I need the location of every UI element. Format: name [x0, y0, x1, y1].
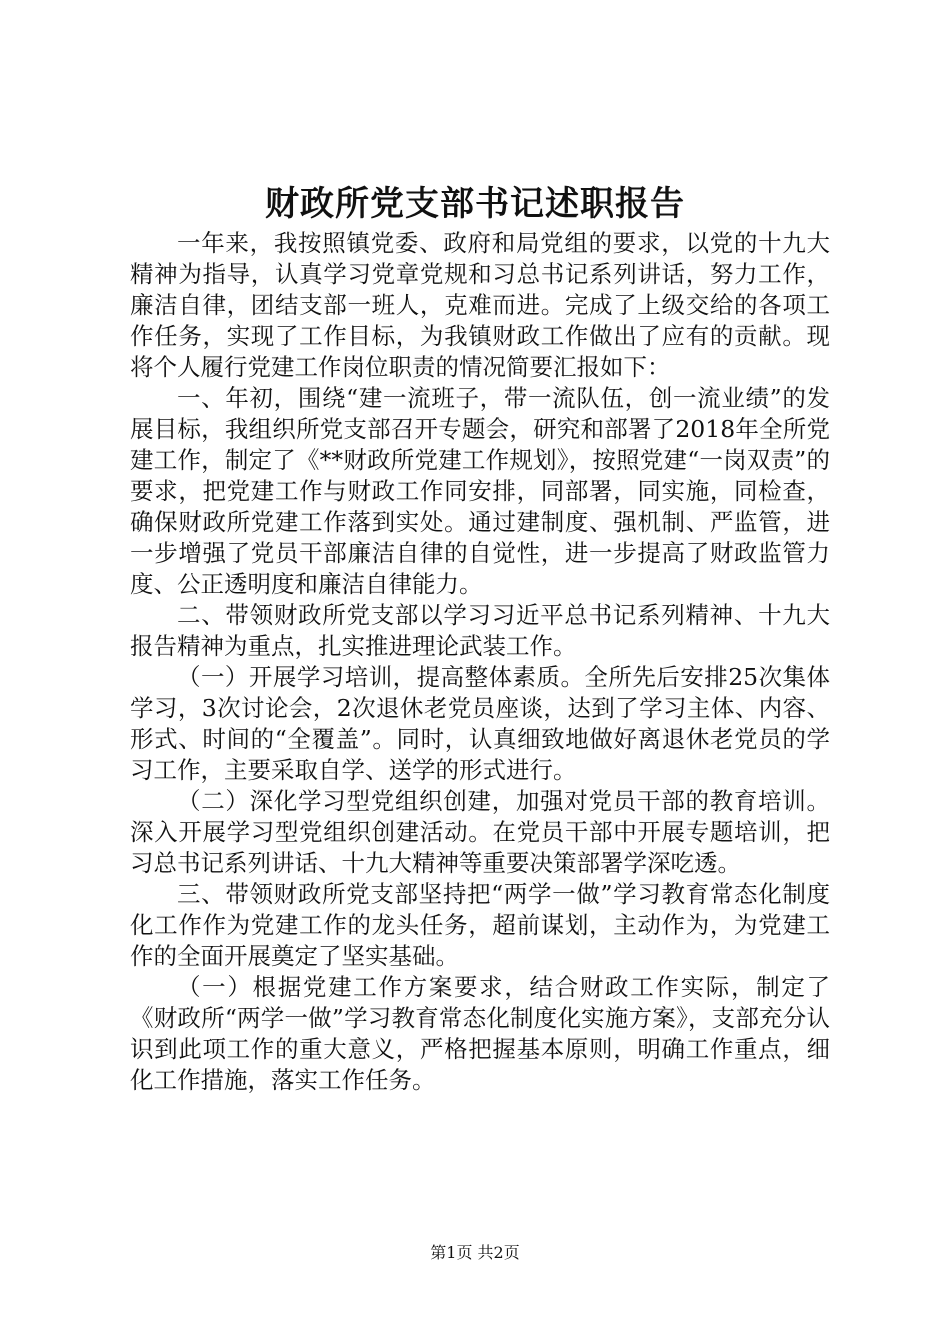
paragraph: （二）深化学习型党组织创建，加强对党员干部的教育培训。深入开展学习型党组织创建活动。在党员干部中开展专题培训，把习总书记系列讲话、十九大精神等重要决策部署学深吃透。	[130, 787, 830, 877]
page-footer: 第1页 共2页	[430, 1243, 520, 1262]
paragraph: 三、带领财政所党支部坚持把“两学一做”学习教育常态化制度化工作作为党建工作的龙头任务，超前谋划，主动作为，为党建工作的全面开展奠定了坚实基础。	[130, 880, 830, 970]
paragraph: 二、带领财政所党支部以学习习近平总书记系列精神、十九大报告精神为重点，扎实推进理论武装工作。	[130, 601, 830, 660]
document-body	[130, 228, 830, 1096]
paragraph: （一）根据党建工作方案要求，结合财政工作实际，制定了《财政所“两学一做”学习教育常态化制度化实施方案》，支部充分认识到此项工作的重大意义，严格把握基本原则，明确工作重点，细化工作措施，落实工作任务。	[130, 973, 830, 1094]
paragraph: 一、年初，围绕“建一流班子，带一流队伍，创一流业绩”的发展目标，我组织所党支部召开专题会，研究和部署了2018年全所党建工作，制定了《**财政所党建工作规划》，按照党建“一岗双责”的要求，把党建工作与财政工作同安排，同部署，同实施，同检查，确保财政所党建工作落到实处。通过建制度、强机制、严监管，进一步增强了党员干部廉洁自律的自觉性，进一步提高了财政监管力度、公正透明度和廉洁自律能力。	[130, 384, 830, 598]
paragraph: （一）开展学习培训，提高整体素质。全所先后安排25次集体学习，3次讨论会，2次退休老党员座谈，达到了学习主体、内容、形式、时间的“全覆盖”。同时，认真细致地做好离退休老党员的学习工作，主要采取自学、送学的形式进行。	[130, 663, 830, 784]
document-title: 财政所党支部书记述职报告	[265, 184, 685, 224]
paragraph: 一年来，我按照镇党委、政府和局党组的要求，以党的十九大精神为指导，认真学习党章党规和习总书记系列讲话，努力工作，廉洁自律，团结支部一班人，克难而进。完成了上级交给的各项工作任务，实现了工作目标，为我镇财政工作做出了应有的贡献。现将个人履行党建工作岗位职责的情况简要汇报如下：	[130, 229, 830, 381]
